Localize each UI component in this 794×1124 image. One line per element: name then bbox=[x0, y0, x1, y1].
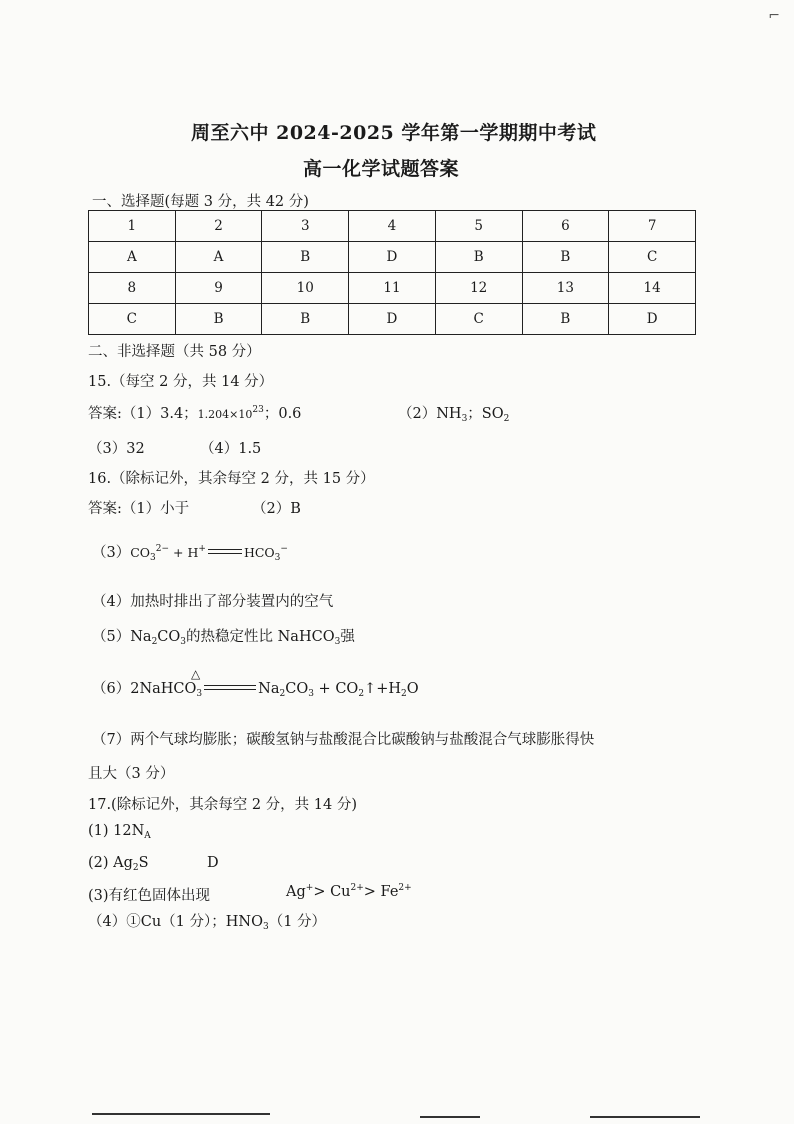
table-cell: B bbox=[262, 304, 349, 335]
q15-a1-prefix: 答案:（1）3.4； bbox=[88, 406, 198, 422]
q17-a1-prefix: (1) 12N bbox=[88, 823, 145, 839]
q17-a2-mid: S bbox=[138, 855, 149, 871]
footer-rule-left bbox=[92, 1113, 270, 1115]
copper-ion: > Cu bbox=[313, 884, 351, 900]
q16-answer-1: 答案:（1）小于 bbox=[88, 501, 190, 517]
table-cell: A bbox=[89, 242, 176, 273]
table-cell: D bbox=[349, 242, 436, 273]
table-cell: 11 bbox=[349, 273, 436, 304]
footer-rule-mid bbox=[420, 1116, 480, 1118]
table-cell: D bbox=[609, 304, 696, 335]
silver-charge: + bbox=[305, 883, 314, 893]
answer-table bbox=[88, 210, 696, 335]
q16-a5-sub2: 3 bbox=[180, 637, 187, 647]
q15-a2-prefix: （2）NH bbox=[398, 406, 462, 422]
q16-a5-sub1: 2 bbox=[151, 637, 158, 647]
q17-a2-sub: 2 bbox=[132, 863, 139, 873]
q17-answer-2-choice: D bbox=[207, 855, 219, 871]
q16-a3-prefix: （3） bbox=[92, 545, 131, 561]
q16-a5-sub3: 3 bbox=[334, 637, 341, 647]
q16-a6-prod2: + CO bbox=[313, 681, 359, 697]
page-subtitle: 高一化学试题答案 bbox=[303, 158, 460, 180]
q15-answer-2 bbox=[398, 402, 509, 423]
q16-answer-4: （4）加热时排出了部分装置内的空气 bbox=[92, 594, 334, 610]
page-title: 周至六中 2024-2025 学年第一学期期中考试 bbox=[191, 122, 597, 144]
q16-answer-5 bbox=[92, 625, 355, 646]
q15-a1-number bbox=[197, 405, 264, 421]
corner-mark: ⌐ bbox=[768, 8, 780, 24]
table-cell: 6 bbox=[522, 211, 609, 242]
q16-a6-sub1: 3 bbox=[196, 689, 203, 699]
hydrogen-charge: + bbox=[198, 544, 206, 554]
q17-label: 17.(除标记外，其余每空 2 分，共 14 分) bbox=[88, 797, 357, 813]
q16-a6-sub3: 3 bbox=[308, 689, 314, 699]
q16-answer-2: （2）B bbox=[252, 501, 301, 517]
q15-a2-mid: ；SO bbox=[467, 406, 504, 422]
carbonate-sub: 3 bbox=[150, 553, 156, 563]
q17-a4-prefix: （4）①Cu（1 分）； bbox=[88, 914, 226, 930]
q15-a2-sub2: 2 bbox=[503, 414, 510, 424]
table-cell: D bbox=[349, 304, 436, 335]
q17-a2-prefix: (2) Ag bbox=[88, 855, 133, 871]
q15-label: 15.（每空 2 分，共 14 分） bbox=[88, 374, 274, 390]
bicarbonate-sub: 3 bbox=[274, 553, 281, 563]
table-row bbox=[89, 211, 696, 242]
q16-a6-prod3: ↑+H bbox=[364, 681, 401, 697]
q17-answer-1 bbox=[88, 823, 151, 839]
heat-delta-symbol: △ bbox=[191, 667, 201, 681]
table-cell: 14 bbox=[609, 273, 696, 304]
q16-answer-3 bbox=[92, 541, 288, 562]
table-cell: 10 bbox=[262, 273, 349, 304]
copper-charge: 2+ bbox=[350, 883, 364, 893]
table-cell: 12 bbox=[435, 273, 522, 304]
q16-answer-6 bbox=[92, 677, 419, 698]
q16-a6-sub4: 2 bbox=[358, 689, 365, 699]
section2-heading: 二、非选择题（共 58 分） bbox=[88, 344, 261, 360]
table-cell: 4 bbox=[349, 211, 436, 242]
table-row bbox=[89, 304, 696, 335]
bicarbonate-charge: − bbox=[280, 544, 288, 554]
q16-a5-mid1: CO bbox=[157, 629, 181, 645]
q16-a6-prod1b: CO bbox=[285, 681, 309, 697]
q17-answer-3-order bbox=[286, 884, 412, 900]
table-cell: B bbox=[522, 304, 609, 335]
q16-a5-mid2: 的热稳定性比 NaHCO bbox=[186, 629, 335, 645]
q16-a6-sub2: 2 bbox=[279, 689, 286, 699]
q16-a5-suffix: 强 bbox=[340, 629, 355, 645]
q16-label: 16.（除标记外，其余每空 2 分，共 15 分） bbox=[88, 471, 375, 487]
table-cell: 9 bbox=[175, 273, 262, 304]
q16-a6-prod1: Na bbox=[258, 681, 280, 697]
q16-answer-7-line2: 且大（3 分） bbox=[88, 766, 175, 782]
q15-a2-sub: 3 bbox=[461, 414, 468, 424]
table-cell: 8 bbox=[89, 273, 176, 304]
q16-answer-7-line1: （7）两个气球均膨胀；碳酸氢钠与盐酸混合比碳酸钠与盐酸混合气球膨胀得快 bbox=[92, 732, 595, 748]
q17-answer-3: (3)有红色固体出现 bbox=[88, 888, 211, 904]
nitric-acid: HNO bbox=[225, 914, 263, 930]
silver-ion: Ag bbox=[286, 884, 306, 900]
q17-answer-2 bbox=[88, 855, 149, 871]
iron-ion: > Fe bbox=[363, 884, 399, 900]
q16-a6-prefix: （6）2NaHCO bbox=[92, 681, 197, 697]
q16-a3-equation bbox=[130, 544, 288, 563]
bicarbonate: HCO bbox=[243, 545, 275, 560]
table-row bbox=[89, 242, 696, 273]
table-cell: C bbox=[89, 304, 176, 335]
q15-answer-1 bbox=[88, 402, 301, 423]
table-cell: B bbox=[435, 242, 522, 273]
table-cell: C bbox=[435, 304, 522, 335]
q15-a1-exponent: 23 bbox=[252, 405, 264, 415]
carbonate: CO bbox=[130, 545, 151, 560]
table-cell: 5 bbox=[435, 211, 522, 242]
nitric-acid-sub: 3 bbox=[262, 922, 269, 932]
q16-a6-prod4: O bbox=[406, 681, 419, 697]
table-cell: B bbox=[522, 242, 609, 273]
table-cell: A bbox=[175, 242, 262, 273]
q17-a4-suffix: （1 分） bbox=[268, 914, 327, 930]
table-cell: C bbox=[609, 242, 696, 273]
table-cell: B bbox=[175, 304, 262, 335]
hydrogen-ion: + H bbox=[169, 545, 199, 560]
section1-heading: 一、选择题(每题 3 分，共 42 分) bbox=[92, 194, 309, 210]
table-cell: 7 bbox=[609, 211, 696, 242]
q15-answer-4: （4）1.5 bbox=[200, 441, 262, 457]
carbonate-charge: 2− bbox=[155, 544, 170, 554]
q17-a1-sub: A bbox=[144, 831, 151, 841]
iron-charge: 2+ bbox=[398, 883, 412, 893]
table-cell: 1 bbox=[89, 211, 176, 242]
footer-rule-right bbox=[590, 1116, 700, 1118]
equals-sign bbox=[208, 549, 242, 554]
equals-sign bbox=[204, 685, 256, 690]
table-row bbox=[89, 273, 696, 304]
q17-answer-4 bbox=[88, 910, 326, 931]
table-cell: 3 bbox=[262, 211, 349, 242]
q15-answer-3: （3）32 bbox=[88, 441, 145, 457]
q16-a5-prefix: （5）Na bbox=[92, 629, 152, 645]
table-cell: B bbox=[262, 242, 349, 273]
q16-a6-sub5: 2 bbox=[401, 689, 407, 699]
table-cell: 13 bbox=[522, 273, 609, 304]
q15-a1-suffix: ；0.6 bbox=[263, 406, 302, 422]
table-cell: 2 bbox=[175, 211, 262, 242]
q15-a1-mantissa: 1.204×10 bbox=[197, 408, 253, 421]
